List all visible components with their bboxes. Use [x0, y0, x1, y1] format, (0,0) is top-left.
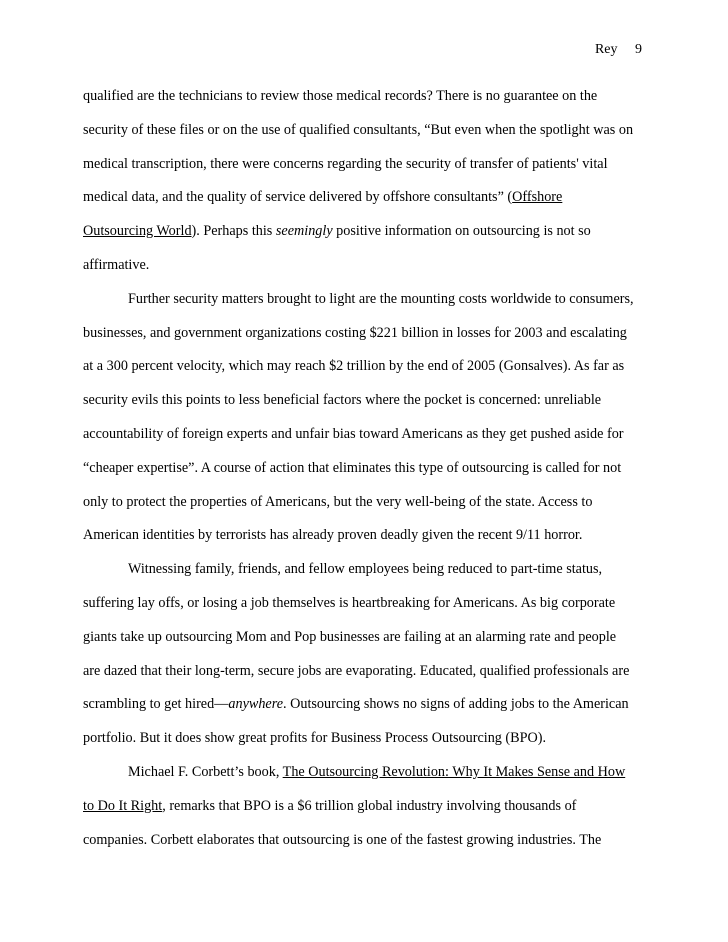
text-run: medical data, and the quality of service delivered by offshore consultants” (	[83, 189, 513, 206]
text-run: Michael F. Corbett’s book,	[128, 763, 283, 780]
text-line	[83, 215, 643, 249]
text-line	[83, 756, 643, 790]
text-run: at a 300 percent velocity, which may reach $2 trillion by the end of 2005 (Gonsalves). As far as	[83, 358, 625, 375]
text-run: companies. Corbett elaborates that outsourcing is one of the fastest growing industries. The	[83, 831, 602, 848]
underlined-title: The Outsourcing Revolution: Why It Makes Sense and How	[282, 763, 626, 780]
italic-text: seemingly	[275, 223, 333, 240]
text-line	[83, 790, 643, 824]
text-run: portfolio. But it does show great profits for Business Process Outsourcing (BPO).	[83, 730, 547, 747]
italic-text: anywhere	[228, 696, 284, 713]
text-line	[83, 722, 643, 756]
text-run: security of these files or on the use of qualified consultants, “But even when the spotlight was on	[83, 121, 634, 138]
text-run: accountability of foreign experts and unfair bias toward Americans as they get pushed aside for	[83, 425, 624, 442]
running-header	[595, 42, 642, 58]
text-run: positive information on outsourcing is not so	[332, 223, 591, 240]
paragraph	[83, 756, 643, 857]
text-run: scrambling to get hired—	[83, 696, 229, 713]
text-run: suffering lay offs, or losing a job themselves is heartbreaking for Americans. As big corporate	[83, 594, 616, 611]
text-run: Witnessing family, friends, and fellow employees being reduced to part-time status,	[128, 561, 603, 578]
text-line	[83, 655, 643, 689]
text-line	[83, 114, 643, 148]
text-line	[83, 148, 643, 182]
text-run: giants take up outsourcing Mom and Pop businesses are failing at an alarming rate and people	[83, 628, 617, 645]
text-run: affirmative.	[83, 256, 150, 273]
text-line	[83, 283, 643, 317]
text-line	[83, 824, 643, 858]
text-line	[83, 249, 643, 283]
text-run: , remarks that BPO is a $6 trillion global industry involving thousands of	[162, 797, 577, 814]
paragraph	[83, 80, 643, 283]
text-line	[83, 621, 643, 655]
text-line	[83, 519, 643, 553]
underlined-title: Outsourcing World	[83, 223, 192, 240]
header-page-number: 9	[635, 42, 642, 57]
text-run: American identities by terrorists has already proven deadly given the recent 9/11 horror.	[83, 527, 583, 544]
paragraph	[83, 283, 643, 553]
header-author: Rey	[594, 42, 618, 57]
text-run: are dazed that their long-term, secure jobs are evaporating. Educated, qualified professionals are	[83, 662, 630, 679]
text-line	[83, 418, 643, 452]
body-text	[83, 80, 643, 857]
text-run: medical transcription, there were concerns regarding the security of transfer of patients' vital	[83, 155, 608, 172]
paragraph	[83, 553, 643, 756]
text-line	[83, 452, 643, 486]
underlined-title: to Do It Right	[83, 797, 163, 814]
text-run: “cheaper expertise”. A course of action that eliminates this type of outsourcing is called for not	[83, 459, 622, 476]
text-run: qualified are the technicians to review those medical records? There is no guarantee on the	[83, 88, 598, 104]
text-run: Further security matters brought to light are the mounting costs worldwide to consumers,	[128, 290, 634, 307]
text-run: only to protect the properties of Americans, but the very well-being of the state. Access to	[83, 493, 593, 510]
text-line	[83, 587, 643, 621]
text-line	[83, 688, 643, 722]
text-line	[83, 181, 643, 215]
text-line	[83, 384, 643, 418]
text-line	[83, 80, 643, 114]
underlined-title: Offshore	[512, 189, 563, 206]
text-line	[83, 486, 643, 520]
text-line	[83, 350, 643, 384]
text-run: ). Perhaps this	[191, 223, 276, 240]
text-run: security evils this points to less beneficial factors where the pocket is concerned: unreliable	[83, 392, 602, 409]
text-line	[83, 317, 643, 351]
text-run: businesses, and government organizations costing $221 billion in losses for 2003 and escalating	[83, 324, 627, 341]
text-line	[83, 553, 643, 587]
text-run: . Outsourcing shows no signs of adding jobs to the American	[283, 696, 629, 713]
